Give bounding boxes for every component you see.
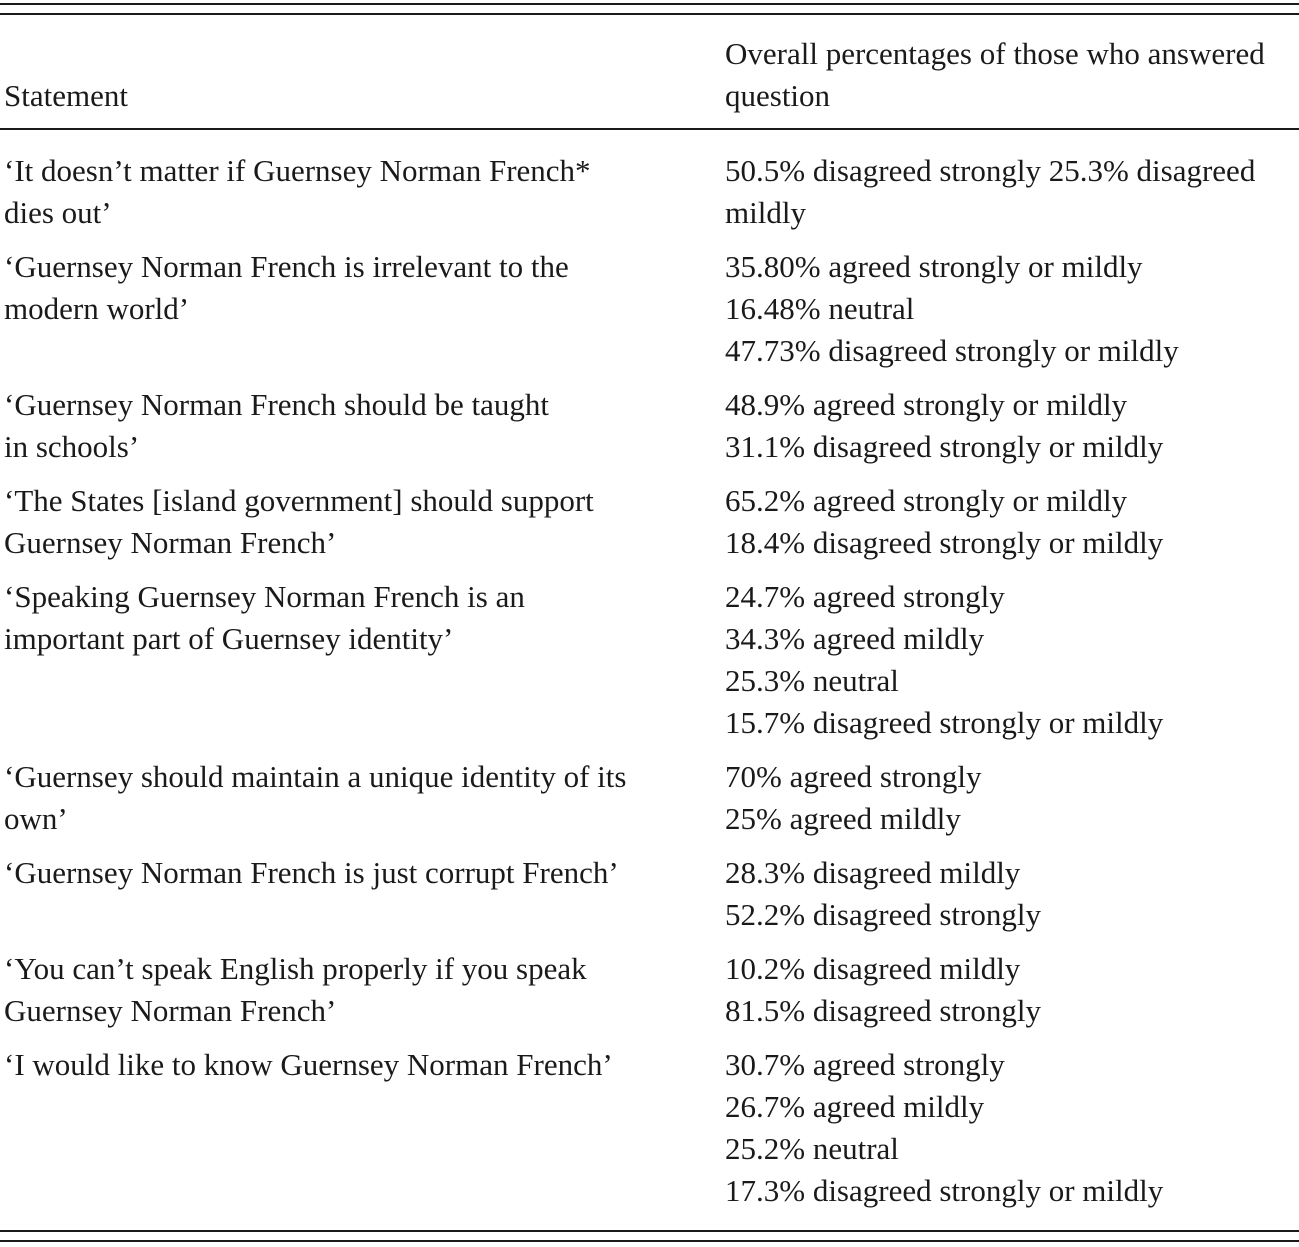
percentage-line: 24.7% agreed strongly: [725, 579, 1005, 614]
table-row: [0, 1044, 1299, 1212]
statement-line: Guernsey Norman French’: [4, 993, 337, 1028]
bottom-rule-1: [0, 1230, 1299, 1232]
percentage-line: 25.3% neutral: [725, 663, 899, 698]
percentage-line: 65.2% agreed strongly or mildly: [725, 483, 1128, 518]
table-body: [0, 150, 1299, 1224]
statement-line: ‘Guernsey Norman French is irrelevant to the: [4, 249, 569, 284]
percentages-cell: [721, 1044, 1299, 1212]
percentages-cell: [721, 246, 1299, 372]
table-row: [0, 384, 1299, 468]
statement-line: Guernsey Norman French’: [4, 525, 337, 560]
statement-line: ‘Guernsey Norman French is just corrupt French’: [4, 855, 619, 890]
statement-line: ‘Guernsey should maintain a unique identity of its: [4, 759, 627, 794]
statement-cell: [0, 246, 721, 372]
percentage-line: 70% agreed strongly: [725, 759, 982, 794]
statement-line: ‘I would like to know Guernsey Norman French’: [4, 1047, 613, 1082]
percentage-line: 16.48% neutral: [725, 291, 915, 326]
statement-line: important part of Guernsey identity’: [4, 621, 454, 656]
table-row: [0, 246, 1299, 372]
top-rule-1: [0, 3, 1299, 5]
percentages-cell: [721, 150, 1299, 234]
percentages-cell: [721, 576, 1299, 744]
statement-line: dies out’: [4, 195, 112, 230]
percentage-line: 18.4% disagreed strongly or mildly: [725, 525, 1164, 560]
percentage-line: 31.1% disagreed strongly or mildly: [725, 429, 1164, 464]
percentages-cell: [721, 852, 1299, 936]
statement-line: ‘It doesn’t matter if Guernsey Norman French*: [4, 153, 591, 188]
percentage-line: 17.3% disagreed strongly or mildly: [725, 1173, 1164, 1208]
percentage-line: 35.80% agreed strongly or mildly: [725, 249, 1143, 284]
percentage-line: 25% agreed mildly: [725, 801, 961, 836]
statement-cell: [0, 852, 721, 936]
percentages-cell: [721, 756, 1299, 840]
percentages-cell: [721, 948, 1299, 1032]
percentages-header-line: Overall percentages of those who answered: [725, 36, 1265, 71]
bottom-rule-2: [0, 1240, 1299, 1242]
statement-line: ‘Guernsey Norman French should be taught: [4, 387, 549, 422]
statement-line: own’: [4, 801, 68, 836]
percentage-line: 34.3% agreed mildly: [725, 621, 985, 656]
table-row: [0, 576, 1299, 744]
header-rule: [0, 128, 1299, 130]
percentage-line: 50.5% disagreed strongly 25.3% disagreed: [725, 153, 1256, 188]
percentage-line: 52.2% disagreed strongly: [725, 897, 1041, 932]
percentage-line: 30.7% agreed strongly: [725, 1047, 1005, 1082]
percentage-line: 15.7% disagreed strongly or mildly: [725, 705, 1164, 740]
statement-cell: [0, 948, 721, 1032]
percentages-cell: [721, 384, 1299, 468]
statement-cell: [0, 384, 721, 468]
table-row: [0, 756, 1299, 840]
percentages-column-header: [725, 33, 1299, 117]
statement-line: ‘The States [island government] should support: [4, 483, 594, 518]
statement-cell: [0, 480, 721, 564]
table-header: [0, 18, 1299, 128]
statement-line: ‘You can’t speak English properly if you speak: [4, 951, 587, 986]
statement-cell: [0, 1044, 721, 1212]
table-row: [0, 150, 1299, 234]
statement-line: modern world’: [4, 291, 190, 326]
percentage-line: mildly: [725, 195, 806, 230]
statement-line: in schools’: [4, 429, 140, 464]
percentage-line: 10.2% disagreed mildly: [725, 951, 1021, 986]
top-rule-2: [0, 13, 1299, 15]
percentage-line: 47.73% disagreed strongly or mildly: [725, 333, 1179, 368]
table-row: [0, 948, 1299, 1032]
table-row: [0, 480, 1299, 564]
statement-cell: [0, 576, 721, 744]
statement-line: ‘Speaking Guernsey Norman French is an: [4, 579, 525, 614]
percentages-header-line: question: [725, 78, 831, 113]
percentages-cell: [721, 480, 1299, 564]
percentage-line: 25.2% neutral: [725, 1131, 899, 1166]
percentage-line: 81.5% disagreed strongly: [725, 993, 1041, 1028]
statement-cell: [0, 756, 721, 840]
percentage-line: 48.9% agreed strongly or mildly: [725, 387, 1128, 422]
table-row: [0, 852, 1299, 936]
statement-cell: [0, 150, 721, 234]
percentage-line: 28.3% disagreed mildly: [725, 855, 1021, 890]
percentage-line: 26.7% agreed mildly: [725, 1089, 985, 1124]
statement-column-header: Statement: [4, 78, 128, 113]
